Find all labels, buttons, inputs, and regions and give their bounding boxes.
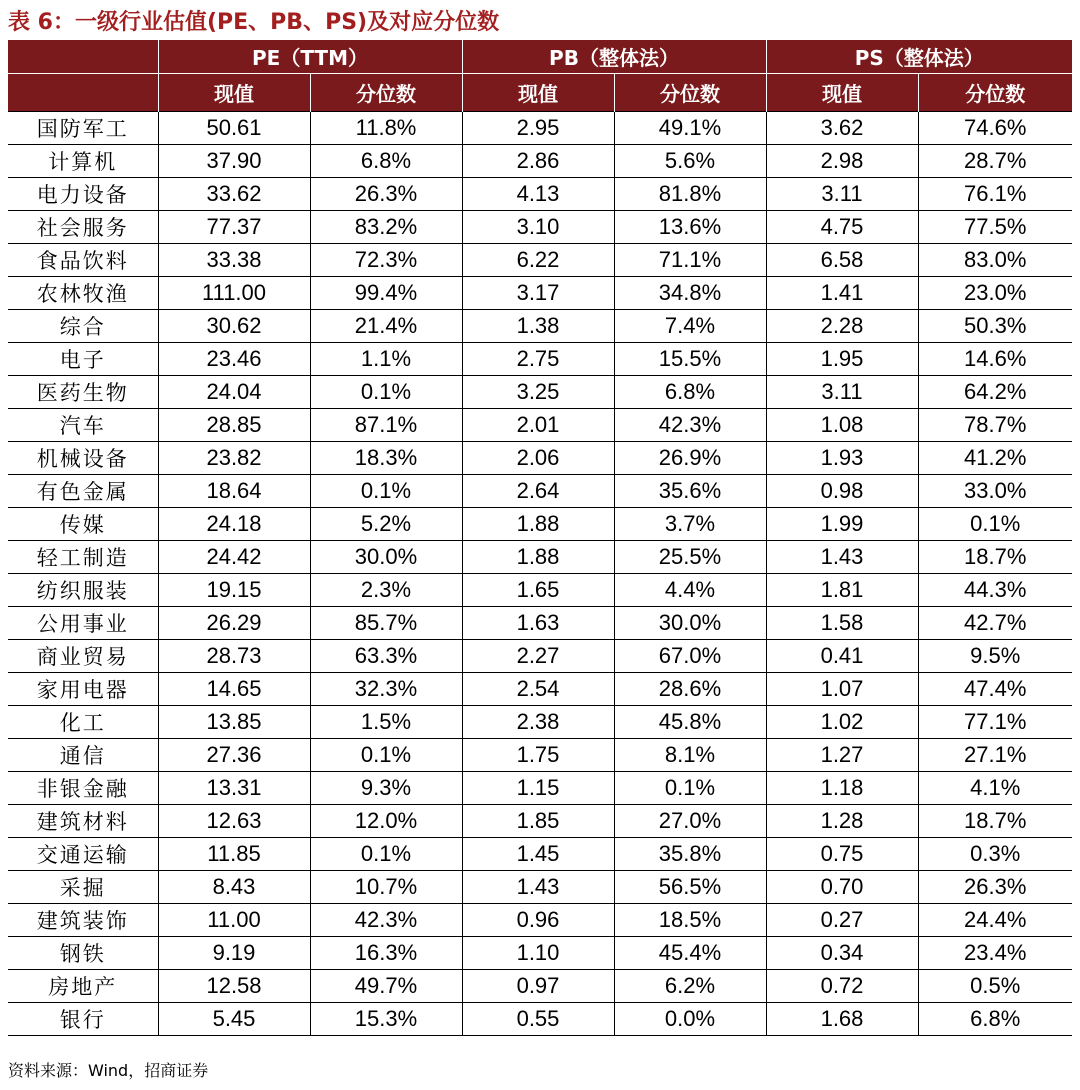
pb-percentile-cell: 6.2% — [614, 970, 766, 1003]
pe-current-cell: 9.19 — [158, 937, 310, 970]
table-row — [8, 871, 1072, 904]
header-corner-sub — [8, 74, 158, 112]
pb-current-cell: 0.96 — [462, 904, 614, 937]
pb-percentile-cell: 4.4% — [614, 574, 766, 607]
industry-cell: 钢铁 — [8, 937, 158, 970]
pe-percentile-cell: 16.3% — [310, 937, 462, 970]
industry-cell: 传媒 — [8, 508, 158, 541]
industry-cell: 有色金属 — [8, 475, 158, 508]
industry-cell: 交通运输 — [8, 838, 158, 871]
industry-cell: 轻工制造 — [8, 541, 158, 574]
header-pb-current: 现值 — [462, 74, 614, 112]
table-row — [8, 442, 1072, 475]
ps-percentile-cell: 9.5% — [918, 640, 1072, 673]
industry-cell: 食品饮料 — [8, 244, 158, 277]
ps-current-cell: 0.75 — [766, 838, 918, 871]
ps-current-cell: 0.98 — [766, 475, 918, 508]
ps-current-cell: 0.27 — [766, 904, 918, 937]
pb-percentile-cell: 5.6% — [614, 145, 766, 178]
pb-percentile-cell: 45.8% — [614, 706, 766, 739]
pe-percentile-cell: 49.7% — [310, 970, 462, 1003]
table-row — [8, 772, 1072, 805]
industry-cell: 纺织服装 — [8, 574, 158, 607]
pb-current-cell: 2.01 — [462, 409, 614, 442]
ps-current-cell: 1.02 — [766, 706, 918, 739]
industry-cell: 化工 — [8, 706, 158, 739]
ps-current-cell: 1.95 — [766, 343, 918, 376]
ps-percentile-cell: 33.0% — [918, 475, 1072, 508]
ps-current-cell: 1.43 — [766, 541, 918, 574]
pb-current-cell: 1.65 — [462, 574, 614, 607]
pe-current-cell: 8.43 — [158, 871, 310, 904]
pe-current-cell: 23.46 — [158, 343, 310, 376]
pe-current-cell: 12.63 — [158, 805, 310, 838]
ps-percentile-cell: 27.1% — [918, 739, 1072, 772]
pb-percentile-cell: 34.8% — [614, 277, 766, 310]
industry-cell: 商业贸易 — [8, 640, 158, 673]
pe-percentile-cell: 42.3% — [310, 904, 462, 937]
ps-current-cell: 1.27 — [766, 739, 918, 772]
ps-percentile-cell: 64.2% — [918, 376, 1072, 409]
ps-percentile-cell: 0.5% — [918, 970, 1072, 1003]
ps-percentile-cell: 18.7% — [918, 805, 1072, 838]
table-row — [8, 970, 1072, 1003]
pe-current-cell: 111.00 — [158, 277, 310, 310]
table-title: 表 6：一级行业估值(PE、PB、PS)及对应分位数 — [8, 10, 500, 35]
pb-current-cell: 2.64 — [462, 475, 614, 508]
ps-current-cell: 2.28 — [766, 310, 918, 343]
pe-current-cell: 11.00 — [158, 904, 310, 937]
pb-percentile-cell: 67.0% — [614, 640, 766, 673]
pe-percentile-cell: 15.3% — [310, 1003, 462, 1036]
pb-current-cell: 1.85 — [462, 805, 614, 838]
valuation-table — [8, 40, 1072, 1036]
industry-cell: 公用事业 — [8, 607, 158, 640]
pb-percentile-cell: 18.5% — [614, 904, 766, 937]
pb-current-cell: 2.75 — [462, 343, 614, 376]
industry-cell: 电力设备 — [8, 178, 158, 211]
pe-current-cell: 24.04 — [158, 376, 310, 409]
pe-percentile-cell: 87.1% — [310, 409, 462, 442]
pe-percentile-cell: 63.3% — [310, 640, 462, 673]
pb-percentile-cell: 7.4% — [614, 310, 766, 343]
table-row — [8, 607, 1072, 640]
ps-current-cell: 2.98 — [766, 145, 918, 178]
ps-percentile-cell: 23.4% — [918, 937, 1072, 970]
pb-percentile-cell: 15.5% — [614, 343, 766, 376]
pe-current-cell: 50.61 — [158, 112, 310, 145]
pe-current-cell: 28.85 — [158, 409, 310, 442]
industry-cell: 医药生物 — [8, 376, 158, 409]
header-pb-group: PB（整体法） — [462, 40, 766, 74]
pb-current-cell: 1.63 — [462, 607, 614, 640]
table-row — [8, 178, 1072, 211]
pe-percentile-cell: 72.3% — [310, 244, 462, 277]
pe-current-cell: 27.36 — [158, 739, 310, 772]
pb-percentile-cell: 45.4% — [614, 937, 766, 970]
pb-current-cell: 2.38 — [462, 706, 614, 739]
industry-cell: 房地产 — [8, 970, 158, 1003]
pe-current-cell: 26.29 — [158, 607, 310, 640]
ps-current-cell: 1.93 — [766, 442, 918, 475]
header-pb-percentile: 分位数 — [614, 74, 766, 112]
ps-current-cell: 0.72 — [766, 970, 918, 1003]
industry-cell: 通信 — [8, 739, 158, 772]
ps-current-cell: 0.34 — [766, 937, 918, 970]
ps-percentile-cell: 50.3% — [918, 310, 1072, 343]
ps-percentile-cell: 78.7% — [918, 409, 1072, 442]
pb-percentile-cell: 26.9% — [614, 442, 766, 475]
pe-percentile-cell: 0.1% — [310, 838, 462, 871]
ps-percentile-cell: 47.4% — [918, 673, 1072, 706]
pb-current-cell: 4.13 — [462, 178, 614, 211]
pe-current-cell: 11.85 — [158, 838, 310, 871]
pb-current-cell: 3.17 — [462, 277, 614, 310]
pe-current-cell: 12.58 — [158, 970, 310, 1003]
table-row — [8, 211, 1072, 244]
ps-current-cell: 0.70 — [766, 871, 918, 904]
pe-current-cell: 33.62 — [158, 178, 310, 211]
industry-cell: 机械设备 — [8, 442, 158, 475]
header-row-sub — [8, 74, 1072, 112]
pe-current-cell: 24.18 — [158, 508, 310, 541]
pe-current-cell: 37.90 — [158, 145, 310, 178]
pe-current-cell: 13.85 — [158, 706, 310, 739]
table-row — [8, 409, 1072, 442]
pb-current-cell: 2.86 — [462, 145, 614, 178]
pe-current-cell: 14.65 — [158, 673, 310, 706]
ps-percentile-cell: 14.6% — [918, 343, 1072, 376]
header-pe-group: PE（TTM） — [158, 40, 462, 74]
pe-percentile-cell: 9.3% — [310, 772, 462, 805]
pe-percentile-cell: 6.8% — [310, 145, 462, 178]
table-row — [8, 805, 1072, 838]
pb-current-cell: 1.88 — [462, 541, 614, 574]
ps-percentile-cell: 77.5% — [918, 211, 1072, 244]
pb-percentile-cell: 56.5% — [614, 871, 766, 904]
ps-current-cell: 1.18 — [766, 772, 918, 805]
ps-current-cell: 4.75 — [766, 211, 918, 244]
pb-percentile-cell: 8.1% — [614, 739, 766, 772]
table-row — [8, 310, 1072, 343]
pb-percentile-cell: 71.1% — [614, 244, 766, 277]
ps-current-cell: 1.08 — [766, 409, 918, 442]
pe-percentile-cell: 0.1% — [310, 475, 462, 508]
industry-cell: 国防军工 — [8, 112, 158, 145]
pb-current-cell: 1.43 — [462, 871, 614, 904]
ps-current-cell: 3.11 — [766, 178, 918, 211]
pe-percentile-cell: 18.3% — [310, 442, 462, 475]
pb-current-cell: 3.10 — [462, 211, 614, 244]
pe-current-cell: 77.37 — [158, 211, 310, 244]
pe-current-cell: 24.42 — [158, 541, 310, 574]
ps-percentile-cell: 0.1% — [918, 508, 1072, 541]
table-row — [8, 706, 1072, 739]
pb-percentile-cell: 42.3% — [614, 409, 766, 442]
industry-cell: 采掘 — [8, 871, 158, 904]
pb-current-cell: 2.27 — [462, 640, 614, 673]
pe-percentile-cell: 1.5% — [310, 706, 462, 739]
pe-current-cell: 23.82 — [158, 442, 310, 475]
pb-percentile-cell: 0.1% — [614, 772, 766, 805]
table-row — [8, 508, 1072, 541]
pb-percentile-cell: 35.8% — [614, 838, 766, 871]
table-row — [8, 145, 1072, 178]
pb-percentile-cell: 27.0% — [614, 805, 766, 838]
industry-cell: 非银金融 — [8, 772, 158, 805]
pb-current-cell: 2.06 — [462, 442, 614, 475]
industry-cell: 社会服务 — [8, 211, 158, 244]
header-ps-group: PS（整体法） — [766, 40, 1072, 74]
header-ps-percentile: 分位数 — [918, 74, 1072, 112]
pe-percentile-cell: 0.1% — [310, 376, 462, 409]
pe-percentile-cell: 1.1% — [310, 343, 462, 376]
pe-percentile-cell: 5.2% — [310, 508, 462, 541]
pb-current-cell: 1.10 — [462, 937, 614, 970]
pe-current-cell: 28.73 — [158, 640, 310, 673]
header-ps-current: 现值 — [766, 74, 918, 112]
pb-percentile-cell: 28.6% — [614, 673, 766, 706]
pe-percentile-cell: 21.4% — [310, 310, 462, 343]
pe-percentile-cell: 32.3% — [310, 673, 462, 706]
ps-current-cell: 1.81 — [766, 574, 918, 607]
pb-percentile-cell: 35.6% — [614, 475, 766, 508]
table-body — [8, 112, 1072, 1036]
pb-current-cell: 0.97 — [462, 970, 614, 1003]
industry-cell: 电子 — [8, 343, 158, 376]
ps-percentile-cell: 83.0% — [918, 244, 1072, 277]
ps-current-cell: 1.58 — [766, 607, 918, 640]
ps-current-cell: 3.62 — [766, 112, 918, 145]
pe-current-cell: 18.64 — [158, 475, 310, 508]
ps-current-cell: 0.41 — [766, 640, 918, 673]
industry-cell: 建筑材料 — [8, 805, 158, 838]
header-corner — [8, 40, 158, 74]
pe-percentile-cell: 85.7% — [310, 607, 462, 640]
pe-percentile-cell: 26.3% — [310, 178, 462, 211]
pb-current-cell: 1.88 — [462, 508, 614, 541]
pb-current-cell: 3.25 — [462, 376, 614, 409]
pb-percentile-cell: 6.8% — [614, 376, 766, 409]
table-row — [8, 937, 1072, 970]
pe-current-cell: 5.45 — [158, 1003, 310, 1036]
pe-percentile-cell: 12.0% — [310, 805, 462, 838]
pb-current-cell: 1.45 — [462, 838, 614, 871]
pb-current-cell: 2.95 — [462, 112, 614, 145]
pb-current-cell: 6.22 — [462, 244, 614, 277]
pe-current-cell: 19.15 — [158, 574, 310, 607]
ps-current-cell: 1.28 — [766, 805, 918, 838]
pe-percentile-cell: 83.2% — [310, 211, 462, 244]
pe-current-cell: 30.62 — [158, 310, 310, 343]
ps-percentile-cell: 6.8% — [918, 1003, 1072, 1036]
pb-current-cell: 0.55 — [462, 1003, 614, 1036]
pe-percentile-cell: 2.3% — [310, 574, 462, 607]
pb-percentile-cell: 30.0% — [614, 607, 766, 640]
table-row — [8, 640, 1072, 673]
ps-percentile-cell: 0.3% — [918, 838, 1072, 871]
pb-current-cell: 1.75 — [462, 739, 614, 772]
table-row — [8, 574, 1072, 607]
ps-percentile-cell: 44.3% — [918, 574, 1072, 607]
ps-current-cell: 1.41 — [766, 277, 918, 310]
industry-cell: 汽车 — [8, 409, 158, 442]
table-row — [8, 112, 1072, 145]
ps-current-cell: 1.68 — [766, 1003, 918, 1036]
pb-current-cell: 2.54 — [462, 673, 614, 706]
ps-current-cell: 3.11 — [766, 376, 918, 409]
pe-percentile-cell: 10.7% — [310, 871, 462, 904]
industry-cell: 计算机 — [8, 145, 158, 178]
table-row — [8, 475, 1072, 508]
header-row-groups — [8, 40, 1072, 74]
header-pe-current: 现值 — [158, 74, 310, 112]
header-pe-percentile: 分位数 — [310, 74, 462, 112]
pe-current-cell: 13.31 — [158, 772, 310, 805]
industry-cell: 银行 — [8, 1003, 158, 1036]
pb-current-cell: 1.38 — [462, 310, 614, 343]
table-row — [8, 838, 1072, 871]
ps-percentile-cell: 26.3% — [918, 871, 1072, 904]
ps-percentile-cell: 28.7% — [918, 145, 1072, 178]
table-row — [8, 739, 1072, 772]
ps-percentile-cell: 76.1% — [918, 178, 1072, 211]
industry-cell: 农林牧渔 — [8, 277, 158, 310]
industry-cell: 家用电器 — [8, 673, 158, 706]
industry-cell: 综合 — [8, 310, 158, 343]
pb-current-cell: 1.15 — [462, 772, 614, 805]
ps-percentile-cell: 74.6% — [918, 112, 1072, 145]
table-row — [8, 244, 1072, 277]
pb-percentile-cell: 3.7% — [614, 508, 766, 541]
ps-percentile-cell: 42.7% — [918, 607, 1072, 640]
pb-percentile-cell: 25.5% — [614, 541, 766, 574]
ps-percentile-cell: 23.0% — [918, 277, 1072, 310]
ps-current-cell: 1.99 — [766, 508, 918, 541]
pb-percentile-cell: 0.0% — [614, 1003, 766, 1036]
pb-percentile-cell: 49.1% — [614, 112, 766, 145]
table-row — [8, 541, 1072, 574]
industry-cell: 建筑装饰 — [8, 904, 158, 937]
ps-percentile-cell: 24.4% — [918, 904, 1072, 937]
ps-current-cell: 1.07 — [766, 673, 918, 706]
table-row — [8, 904, 1072, 937]
table-row — [8, 673, 1072, 706]
ps-percentile-cell: 18.7% — [918, 541, 1072, 574]
table-row — [8, 343, 1072, 376]
source-note: 资料来源：Wind，招商证券 — [8, 1061, 209, 1080]
pe-current-cell: 33.38 — [158, 244, 310, 277]
ps-current-cell: 6.58 — [766, 244, 918, 277]
pe-percentile-cell: 99.4% — [310, 277, 462, 310]
pe-percentile-cell: 11.8% — [310, 112, 462, 145]
pb-percentile-cell: 13.6% — [614, 211, 766, 244]
pe-percentile-cell: 0.1% — [310, 739, 462, 772]
pb-percentile-cell: 81.8% — [614, 178, 766, 211]
ps-percentile-cell: 41.2% — [918, 442, 1072, 475]
table-row — [8, 277, 1072, 310]
table-row — [8, 1003, 1072, 1036]
pe-percentile-cell: 30.0% — [310, 541, 462, 574]
table-row — [8, 376, 1072, 409]
ps-percentile-cell: 77.1% — [918, 706, 1072, 739]
ps-percentile-cell: 4.1% — [918, 772, 1072, 805]
